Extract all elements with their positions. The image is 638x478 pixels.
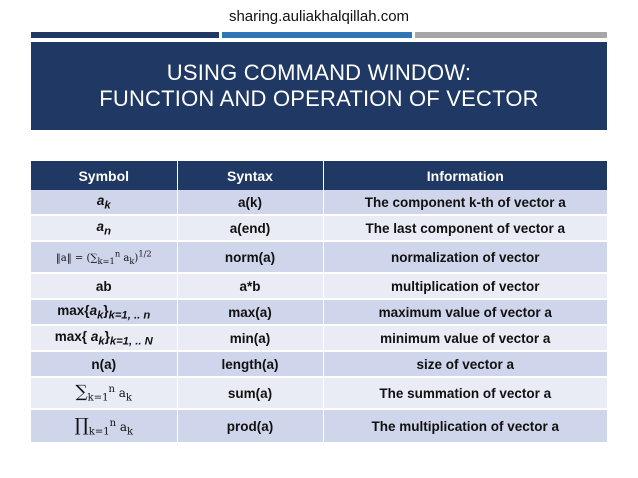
symbol-cell: $a_n$ [31,215,177,241]
symbol-cell: max{ $a_k\}_{k=1, .. N}$ [31,325,177,351]
syntax-cell: norm(a) [177,241,323,273]
title-line-1: USING COMMAND WINDOW: [166,60,472,85]
accent-bar-navy [31,32,219,38]
info-cell: maximum value of vector a [323,299,607,325]
symbol-cell: $\prod_{k=1}^n$ $a_k$ [31,409,177,443]
syntax-cell: length(a) [177,351,323,377]
info-cell: normalization of vector [323,241,607,273]
syntax-cell: sum(a) [177,377,323,409]
syntax-cell: a(end) [177,215,323,241]
symbol-cell: $\sum_{k=1}^n$ $a_k$ [31,377,177,409]
table-row [31,273,607,299]
accent-bar-gray [415,32,607,38]
site-url: sharing.auliakhalqillah.com [228,8,410,25]
info-cell: The component k-th of vector a [323,190,607,215]
vector-function-table [31,161,607,444]
syntax-cell: max(a) [177,299,323,325]
symbol-cell: $a_k$ [31,190,177,215]
table-header-row [31,161,607,190]
syntax-cell: min(a) [177,325,323,351]
accent-bar-blue [222,32,412,38]
title-line-2: FUNCTION AND OPERATION OF VECTOR [99,86,539,111]
header-syntax: Syntax [177,161,323,190]
symbol-cell: $\max\{a_k\}_{k=1, .. n}$ [31,299,177,325]
info-cell: multiplication of vector [323,273,607,299]
info-cell: size of vector a [323,351,607,377]
table-row [31,377,607,409]
table-row [31,299,607,325]
syntax-cell: a*b [177,273,323,299]
header-information: Information [323,161,607,190]
slide-title [31,42,607,130]
info-cell: minimum value of vector a [323,325,607,351]
table-row [31,190,607,215]
info-cell: The summation of vector a [323,377,607,409]
symbol-cell: ‖a‖ = ($\sum_{k=1}^n$ $a_k)^{1/2}$ [31,241,177,273]
table-row [31,409,607,443]
table-row [31,351,607,377]
symbol-cell: ab [31,273,177,299]
syntax-cell: prod(a) [177,409,323,443]
info-cell: The last component of vector a [323,215,607,241]
table-row [31,241,607,273]
table-row [31,215,607,241]
info-cell: The multiplication of vector a [323,409,607,443]
symbol-cell: n(a) [31,351,177,377]
syntax-cell: a(k) [177,190,323,215]
table-row [31,325,607,351]
header-symbol: Symbol [31,161,177,190]
